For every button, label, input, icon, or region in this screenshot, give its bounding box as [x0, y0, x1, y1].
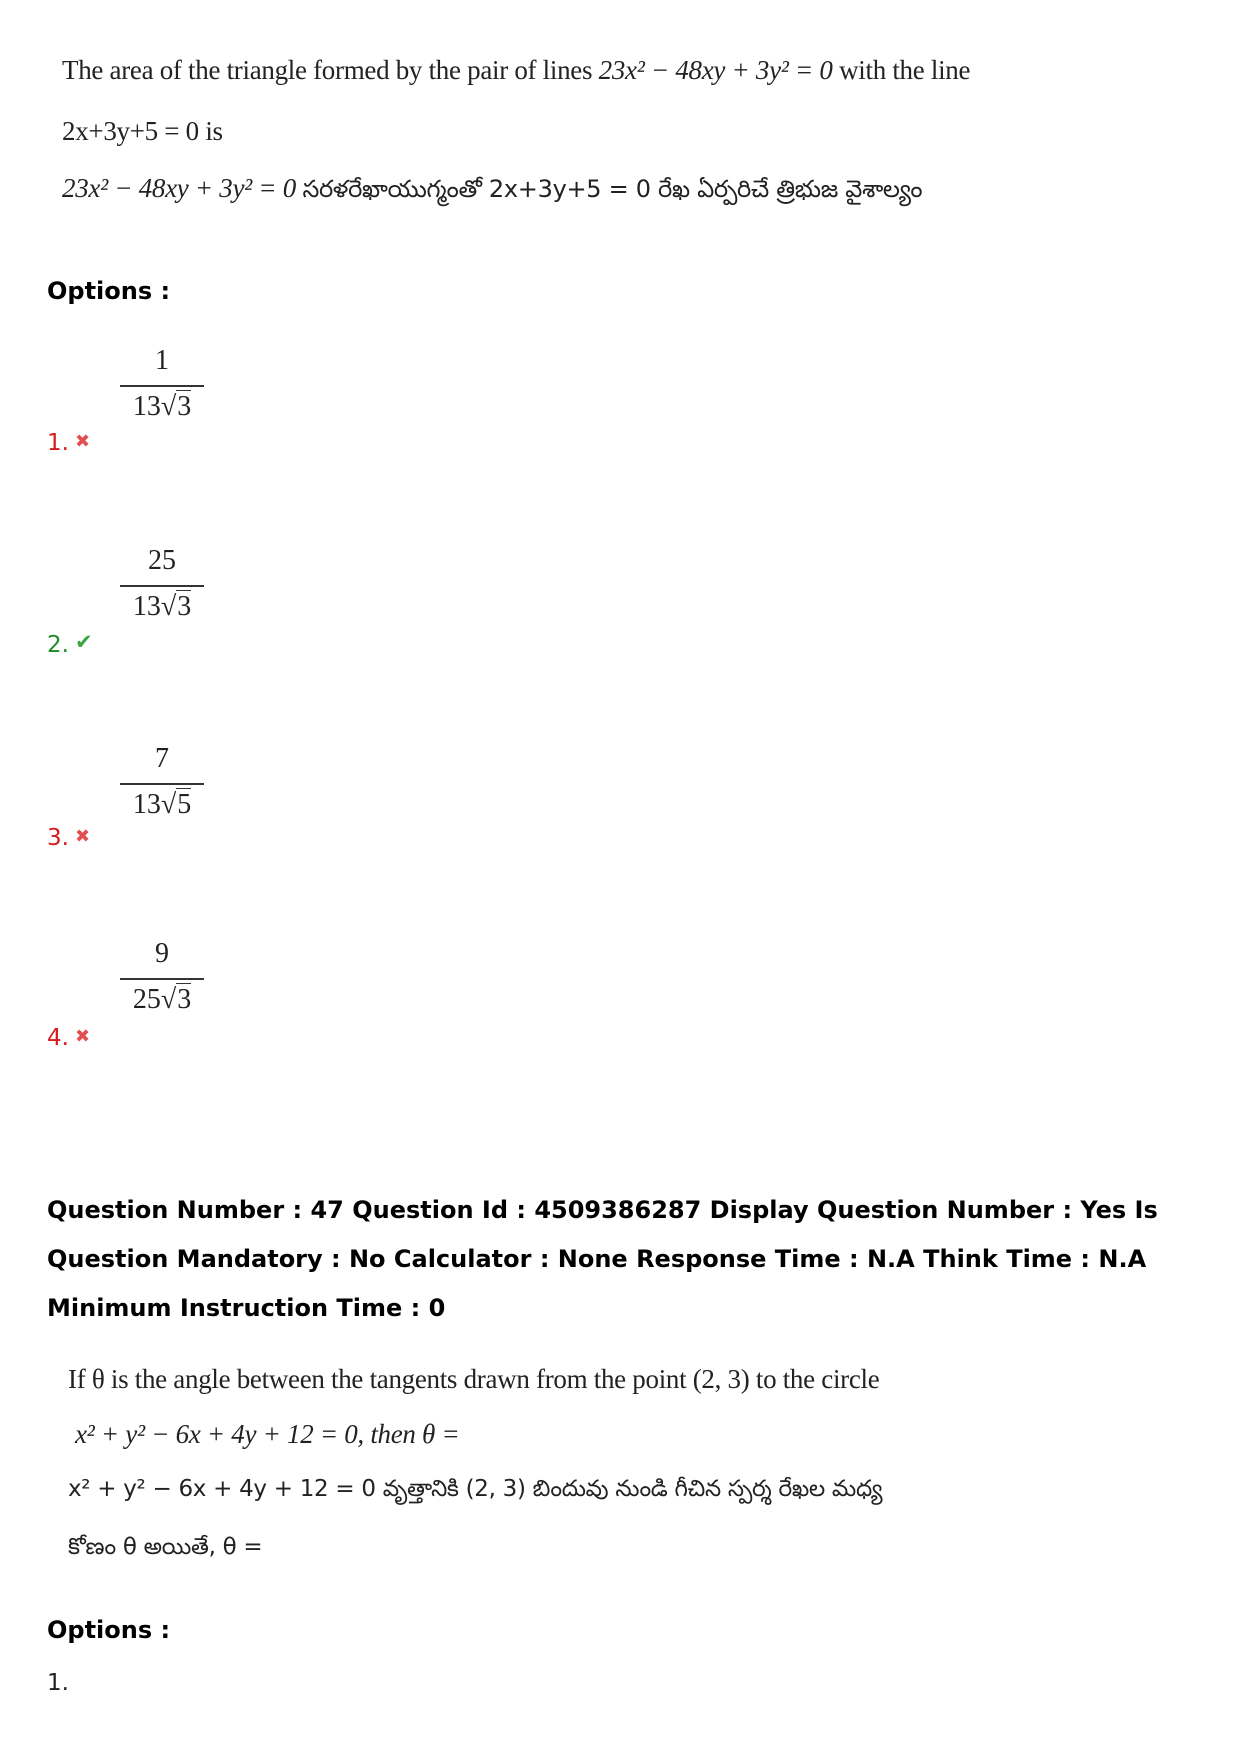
option-3[interactable]: [47, 825, 90, 851]
option-1-numerator: 1: [155, 345, 169, 376]
option-4[interactable]: [47, 1025, 90, 1051]
option-3-number: 3.: [47, 825, 69, 851]
option-3-denominator: 13√5: [132, 789, 192, 820]
options-label-q47: Options :: [47, 1616, 171, 1644]
option-3-root: 5: [177, 789, 192, 820]
option-1-fraction: [118, 345, 206, 423]
option-3-coef: 13: [132, 789, 161, 820]
q46-line-2: 2x+3y+5 = 0 is: [62, 116, 223, 146]
option-2-number: 2.: [47, 632, 69, 658]
option-4-denominator: 25√3: [132, 984, 192, 1015]
option-1-number: 1.: [47, 430, 69, 456]
q46-line-3-equation: 23x² − 48xy + 3y² = 0: [62, 173, 296, 203]
option-4-number: 4.: [47, 1025, 69, 1051]
option-1-coef: 13: [132, 391, 161, 422]
question-47-metadata: Question Number : 47 Question Id : 4509386287 Display Question Number : Yes Is Question Mandatory : No Calculator : None Response Time : N.A Think Time : N.A Minimum Instruction Time : 0: [47, 1196, 1158, 1322]
checkmark-icon: ✔: [74, 630, 93, 654]
option-3-fraction: [118, 743, 206, 821]
q47-line-3: x² + y² − 6x + 4y + 12 = 0 వృత్తానికి (2, 3) బిందువు నుండి గీచిన స్పర్శ రేఖల మధ్య: [68, 1476, 883, 1502]
option-2-root: 3: [177, 591, 192, 622]
option-2-fraction: [118, 545, 206, 623]
option-1-root: 3: [177, 391, 192, 422]
option-1-denominator: 13√3: [132, 391, 192, 422]
cross-icon: ✖: [74, 826, 91, 847]
option-2-denominator: 13√3: [132, 591, 192, 622]
cross-icon: ✖: [74, 431, 91, 452]
cross-icon: ✖: [74, 1026, 91, 1047]
q46-line-1-text: The area of the triangle formed by the pair of lines: [62, 55, 593, 85]
option-2-numerator: 25: [148, 545, 176, 576]
option-2[interactable]: [47, 630, 93, 658]
q46-line-3-telugu: సరళరేఖాయుగ్మంతో 2x+3y+5 = 0 రేఖ ఏర్పరిచే త్రిభుజ వైశాల్యం: [302, 175, 923, 203]
q47-line-2: x² + y² − 6x + 4y + 12 = 0, then θ =: [75, 1419, 460, 1449]
option-4-root: 3: [177, 984, 192, 1015]
q47-line-1: If θ is the angle between the tangents drawn from the point (2, 3) to the circle: [68, 1364, 880, 1394]
q46-line-1-equation: 23x² − 48xy + 3y² = 0: [598, 55, 833, 85]
options-label: Options :: [47, 277, 171, 305]
q47-option-1[interactable]: 1.: [47, 1670, 69, 1696]
option-3-numerator: 7: [155, 743, 169, 774]
q46-line-1-tail: with the line: [839, 55, 971, 85]
option-4-numerator: 9: [155, 938, 169, 969]
option-2-coef: 13: [132, 591, 161, 622]
q46-line-1: [62, 55, 970, 86]
option-4-fraction: [118, 938, 206, 1016]
q47-line-4: కోణం θ అయితే, θ =: [68, 1534, 263, 1560]
option-1[interactable]: [47, 430, 90, 456]
q46-line-3: [62, 173, 922, 209]
option-4-coef: 25: [132, 984, 161, 1015]
